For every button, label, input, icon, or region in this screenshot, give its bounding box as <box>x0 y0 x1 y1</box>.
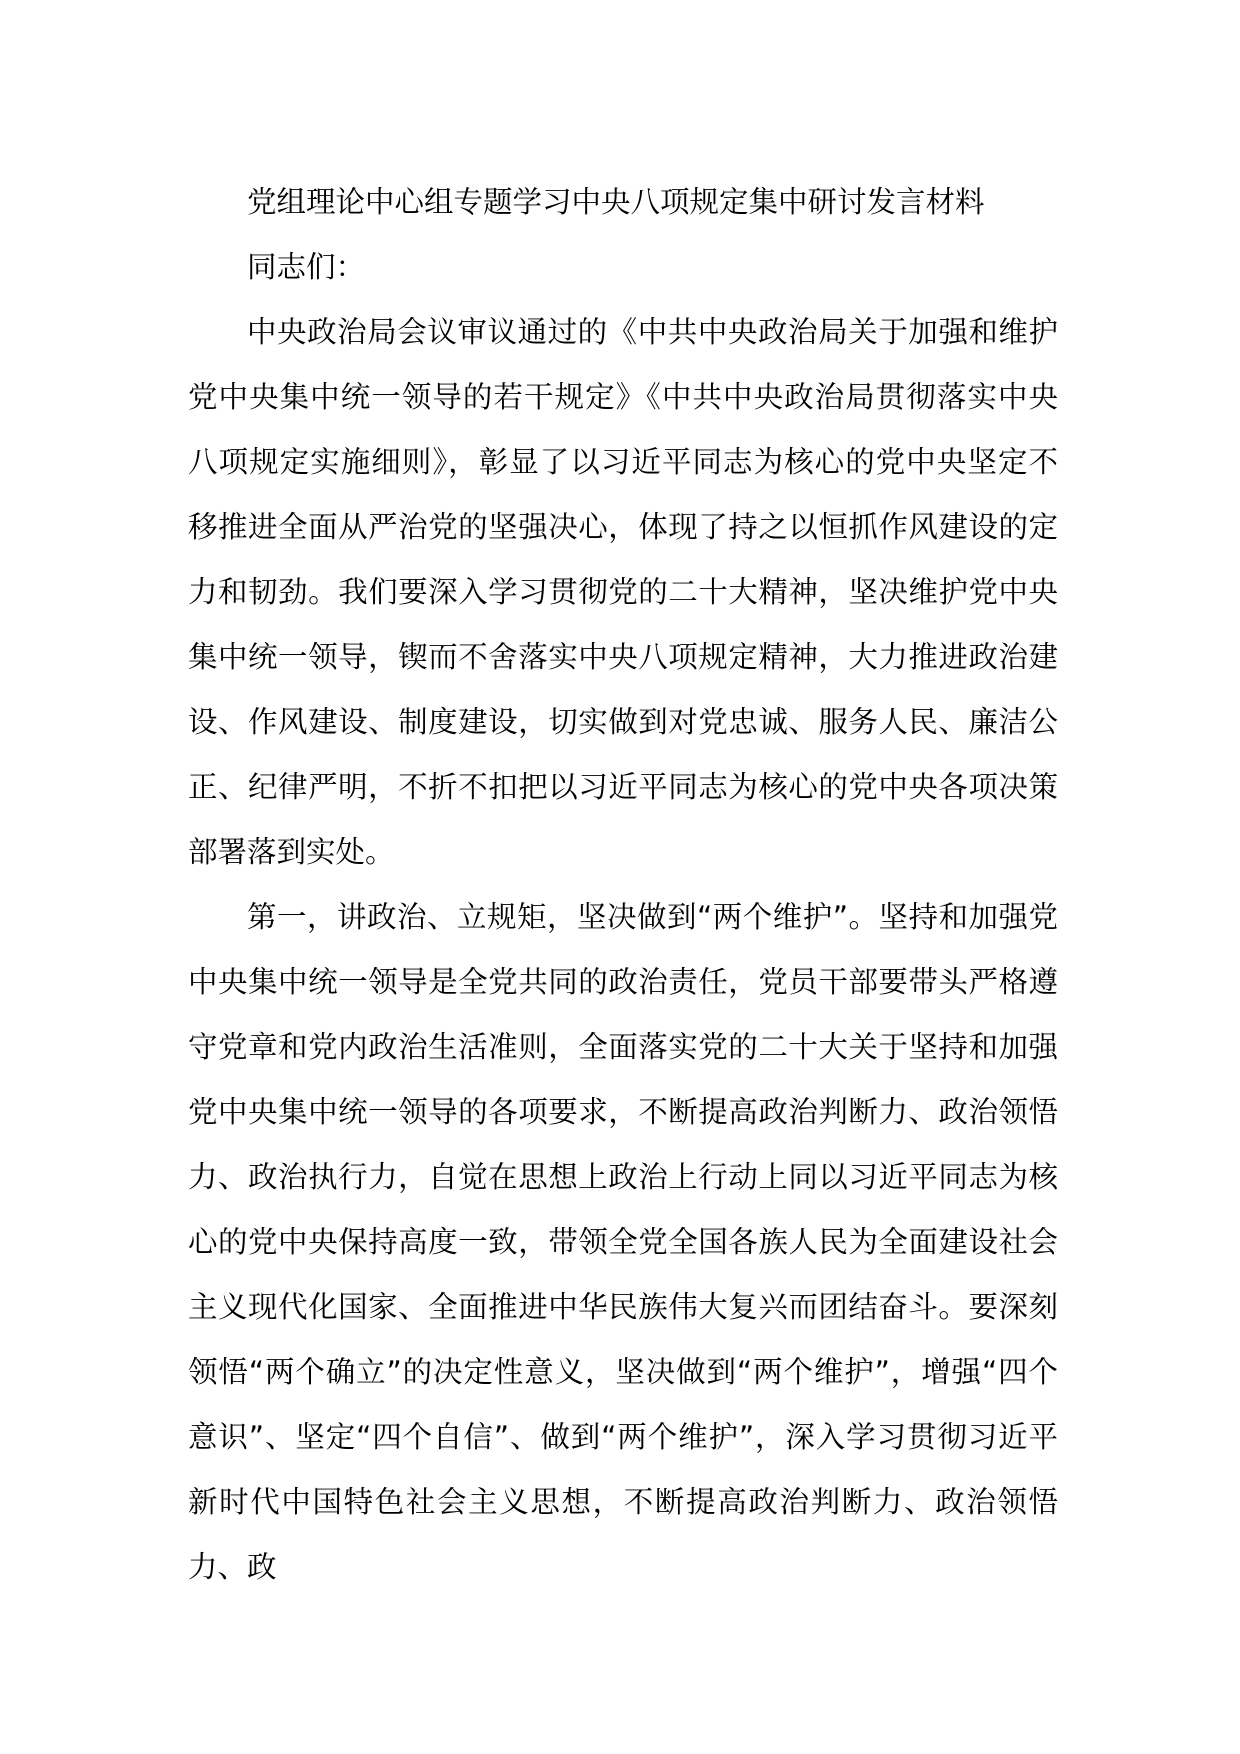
document-title: 党组理论中心组专题学习中央八项规定集中研讨发言材料 <box>247 185 985 219</box>
document-body <box>188 170 1058 1600</box>
salutation: 同志们： <box>247 250 366 284</box>
paragraph-first-point: 第一，讲政治、立规矩，坚决做到“两个维护”。坚持和加强党中央集中统一领导是全党共同的政治责任，党员干部要带头严格遵守党章和党内政治生活准则，全面落实党的二十大关于坚持和加强党中央集中统一领导的各项要求，不断提高政治判断力、政治领悟力、政治执行力，自觉在思想上政治上行动上同以习近平同志为核心的党中央保持高度一致，带领全党全国各族人民为全面建设社会主义现代化国家、全面推进中华民族伟大复兴而团结奋斗。要深刻领悟“两个确立”的决定性意义，坚决做到“两个维护”，增强“四个意识”、坚定“四个自信”、做到“两个维护”，深入学习贯彻习近平新时代中国特色社会主义思想，不断提高政治判断力、政治领悟力、政 <box>188 900 1058 1584</box>
paragraph-intro: 中央政治局会议审议通过的《中共中央政治局关于加强和维护党中央集中统一领导的若干规定》《中共中央政治局贯彻落实中央八项规定实施细则》，彰显了以习近平同志为核心的党中央坚定不移推进全面从严治党的坚强决心，体现了持之以恒抓作风建设的定力和韧劲。我们要深入学习贯彻党的二十大精神，坚决维护党中央集中统一领导，锲而不舍落实中央八项规定精神，大力推进政治建设、作风建设、制度建设，切实做到对党忠诚、服务人民、廉洁公正、纪律严明，不折不扣把以习近平同志为核心的党中央各项决策部署落到实处。 <box>188 315 1058 869</box>
